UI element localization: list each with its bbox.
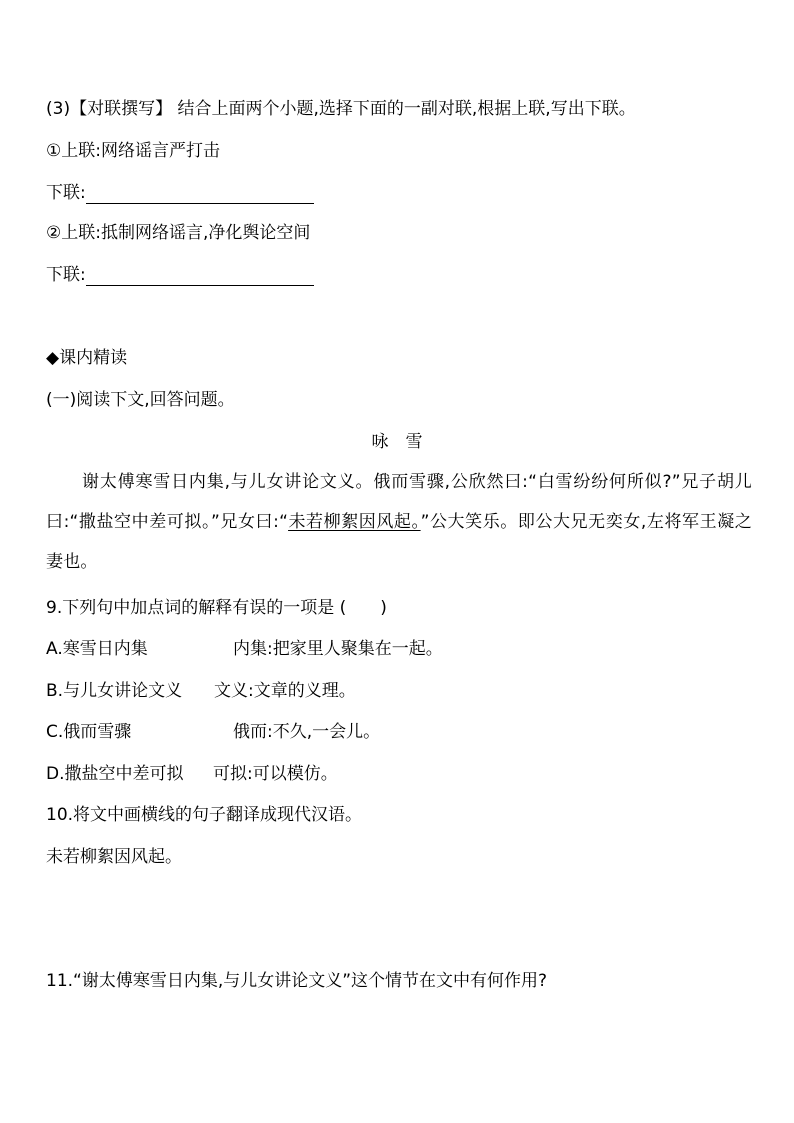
q9-option-a [46,638,148,660]
q3-item1-lower [46,182,314,204]
q3-item1-upper: ①上联:网络谣言严打击 [46,141,220,161]
q3-header: (3)【对联撰写】 结合上面两个小题,选择下面的一副对联,根据上联,写出下联。 [46,99,636,119]
option-sentence: C.俄而雪骤 [46,722,132,742]
q9-option-b [46,680,182,702]
q9-option-d [46,763,184,785]
q9-option-c [46,721,131,743]
passage-text-after: ”公大笑乐。即公大兄无奕女,左将军王凝之妻也。 [46,512,752,572]
q10-stem: 10.将文中画横线的句子翻译成现代汉语。 [46,805,363,825]
q3-item2-lower [46,264,314,286]
passage-text-before: 谢太傅寒雪日内集,与儿女讲论文义。俄而雪骤,公欣然曰:“白雪纷纷何所似?”兄子胡儿曰:“撒盐空中差可拟。”兄女曰:“ [46,472,752,532]
answer-blank[interactable] [86,267,314,286]
passage-text [46,462,752,582]
option-sentence: D.撒盐空中差可拟 [46,764,184,784]
passage-title: 咏 雪 [371,432,423,452]
passage-underlined-sentence: 未若柳絮因风起。 [288,512,421,532]
section-instruction: (一)阅读下文,回答问题。 [46,390,235,410]
q11-stem: 11.“谢太傅寒雪日内集,与儿女讲论文义”这个情节在文中有何作用? [46,971,548,991]
q9-option-b-definition: 文义:文章的义理。 [214,681,356,701]
option-sentence: A.寒雪日内集 [46,639,148,659]
q10-sentence: 未若柳絮因风起。 [46,847,182,867]
q3-item2-upper: ②上联:抵制网络谣言,净化舆论空间 [46,223,311,243]
lower-label: 下联: [46,265,86,285]
q9-option-a-definition: 内集:把家里人聚集在一起。 [233,639,443,659]
answer-blank[interactable] [86,185,314,204]
lower-label: 下联: [46,183,86,203]
section-title: ◆课内精读 [46,348,128,368]
option-sentence: B.与儿女讲论文义 [46,681,183,701]
q9-option-d-definition: 可拟:可以模仿。 [213,764,338,784]
q9-stem: 9.下列句中加点词的解释有误的一项是 ( ) [46,598,387,618]
q9-option-c-definition: 俄而:不久,一会儿。 [233,722,381,742]
